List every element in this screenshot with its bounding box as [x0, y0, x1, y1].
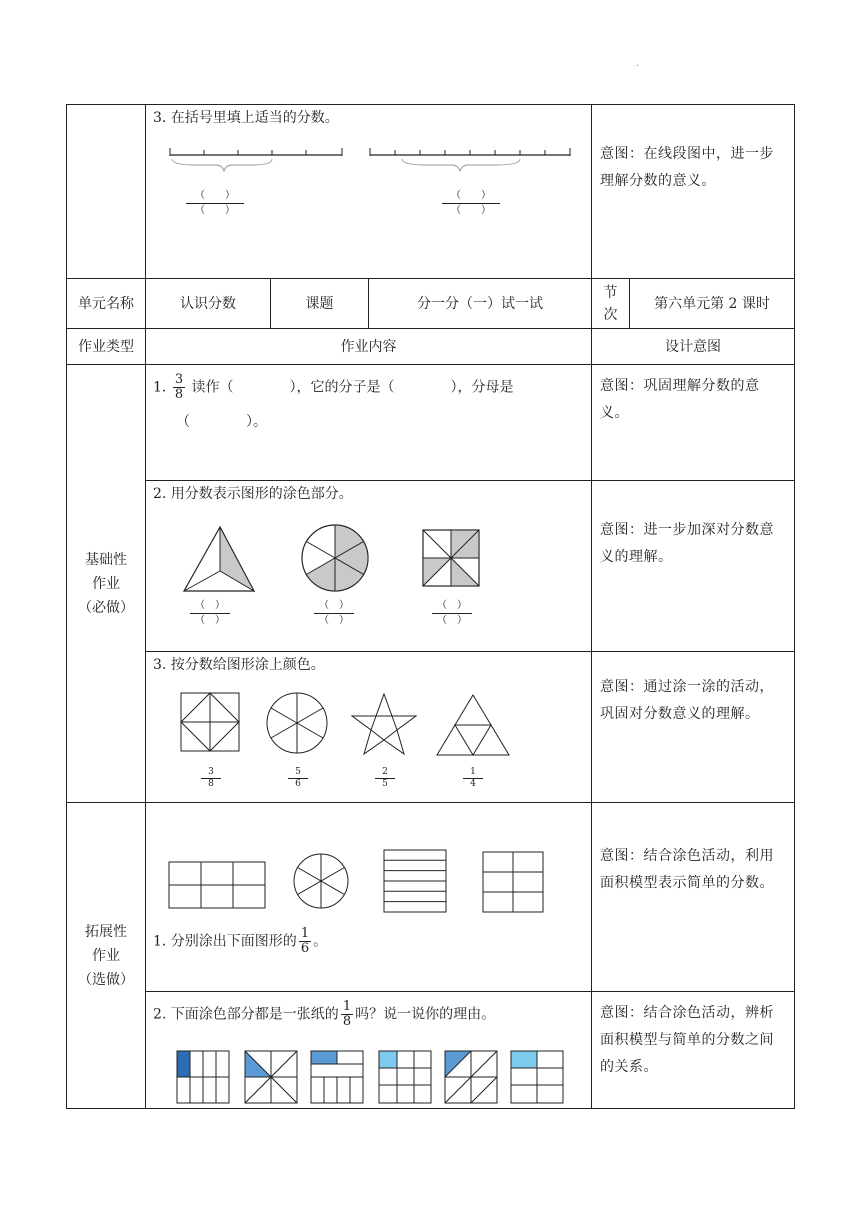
paper-model-5 — [444, 1050, 500, 1106]
basic-q2-blank-3: （ ） （ ） — [432, 599, 472, 628]
section-value: 第六单元第 2 课时 — [630, 279, 795, 329]
basic-q2-intent-cell — [592, 481, 795, 652]
basic-q2-blank-1: （ ） （ ） — [190, 599, 230, 628]
basic-q3-intent-cell — [592, 652, 795, 803]
basic-q3-cell — [146, 652, 592, 803]
extended-q2-cell — [146, 992, 592, 1109]
top-blank-right: （ ） （ ） — [442, 189, 500, 218]
basic-q3-intent: 意图：通过涂一涂的活动，巩固对分数意义的理解。 — [600, 679, 774, 722]
paper-model-1 — [176, 1050, 232, 1106]
star-shape — [350, 692, 420, 758]
top-q3-title: 3. 在括号里填上适当的分数。 — [153, 110, 339, 126]
topic-value: 分一分（一）试一试 — [369, 279, 592, 329]
fraction-1-6: $\frac{1}{6}$ — [300, 926, 310, 956]
segment-diagram-right — [368, 143, 578, 183]
section-label: 节次 — [592, 279, 630, 329]
top-type-cell — [67, 105, 146, 279]
extended-q1-text: 1. 分别涂出下面图形的 $\frac{1}{6}$ 。 — [153, 926, 328, 956]
basic-q1-intent-cell — [592, 365, 795, 481]
square-grid-shape — [482, 851, 546, 915]
top-intent: 意图：在线段图中，进一步理解分数的意义。 — [600, 146, 774, 189]
circle-sixths-shape — [266, 692, 330, 756]
basic-q1-line1: 1. $\frac{3}{8}$ 读作（ ），它的分子是（ ），分母是 — [153, 372, 514, 402]
unit-value: 认识分数 — [146, 279, 271, 329]
col-header-intent: 设计意图 — [592, 329, 795, 365]
basic-category: 基础性 作业 （必做） — [67, 365, 146, 803]
extended-category: 拓展性 作业 （选做） — [67, 803, 146, 1109]
extended-q2-intent: 意图：结合涂色活动，辨析面积模型与简单的分数之间的关系。 — [600, 1005, 774, 1075]
paper-model-6 — [510, 1050, 566, 1106]
square-shape — [422, 529, 482, 589]
extended-q2-text: 2. 下面涂色部分都是一张纸的 $\frac{1}{8}$ 吗？说一说你的理由。 — [153, 999, 496, 1029]
extended-q2-intent-cell — [592, 992, 795, 1109]
extended-q1-intent: 意图：结合涂色活动，利用面积模型表示简单的分数。 — [600, 848, 774, 891]
top-intent-cell — [592, 105, 795, 279]
basic-q1-intent: 意图：巩固理解分数的意义。 — [600, 378, 760, 421]
segment-diagram-left — [168, 143, 348, 183]
extended-q1-cell — [146, 803, 592, 992]
basic-q2-cell — [146, 481, 592, 652]
extended-q1-intent-cell — [592, 803, 795, 992]
square-eighths-shape — [180, 692, 242, 754]
circle-sixths-shape-2 — [293, 853, 351, 911]
fraction-label-2-5: 2 5 — [375, 767, 395, 790]
top-content-cell — [146, 105, 592, 279]
fraction-label-3-8: 3 8 — [201, 767, 221, 790]
paper-model-2 — [244, 1050, 300, 1106]
col-header-type: 作业类型 — [67, 329, 146, 365]
page-mark: . — [636, 58, 640, 69]
fraction-label-5-6: 5 6 — [288, 767, 308, 790]
top-blank-left: （ ） （ ） — [186, 189, 244, 218]
basic-q1-cell — [146, 365, 592, 481]
fraction-3-8: $\frac{3}{8}$ — [174, 372, 184, 402]
triangle-shape — [182, 525, 258, 595]
circle-shape — [300, 523, 370, 593]
worksheet-table — [66, 104, 795, 1109]
rectangle-sixths-shape — [168, 861, 268, 911]
fraction-label-1-4: 1 4 — [463, 767, 483, 790]
basic-q2-title: 2. 用分数表示图形的涂色部分。 — [153, 486, 353, 502]
basic-q3-title: 3. 按分数给图形涂上颜色。 — [153, 657, 325, 673]
triangle-quarters-shape — [436, 694, 512, 756]
basic-q1-line2: （ ）。 — [176, 414, 267, 430]
basic-q2-blank-2: （ ） （ ） — [314, 599, 354, 628]
fraction-1-8: $\frac{1}{8}$ — [342, 999, 352, 1029]
paper-model-3 — [310, 1050, 366, 1106]
basic-q2-intent: 意图：进一步加深对分数意义的理解。 — [600, 522, 774, 565]
rectangle-strips-shape — [383, 849, 449, 915]
topic-label: 课题 — [271, 279, 369, 329]
unit-label: 单元名称 — [67, 279, 146, 329]
col-header-content: 作业内容 — [146, 329, 592, 365]
paper-model-4 — [378, 1050, 434, 1106]
